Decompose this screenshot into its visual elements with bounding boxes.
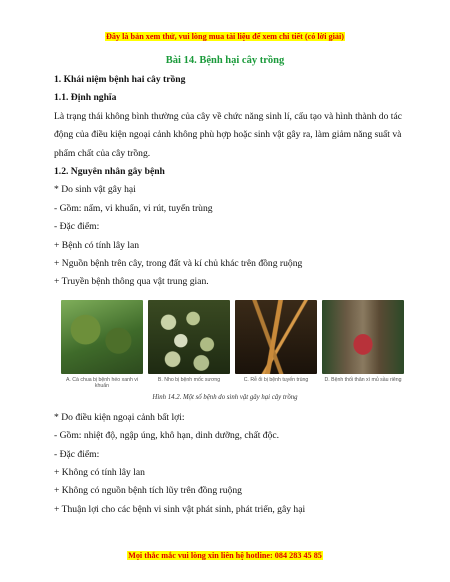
grape-downy-mildew-image [148,300,230,374]
env-line-1: * Do điều kiện ngoại cảnh bất lợi: [54,411,185,423]
definition-paragraph: Là trạng thái không bình thường của cây về chức năng sinh lí, cấu tạo và hình thành do tác động của điều kiện ngoại cảnh không phù hợp hoặc sinh vật gây ra, làm giảm năng suất và phẩm chất của cây trồng. [54,110,402,159]
figure-photo-d [322,300,404,390]
bio-line-2: - Gồm: nấm, vi khuẩn, vi rút, tuyến trùng [54,202,213,214]
guava-root-nematode-image [235,300,317,374]
document-body [54,70,404,519]
hotline-notice-text: Mọi thắc mắc vui lòng xin liên hệ hotline: 084 283 45 85 [128,551,322,560]
photo-a-caption: A. Cà chua bị bệnh héo xanh vi khuẩn [65,376,139,390]
env-line-6: + Thuận lợi cho các bệnh vi sinh vật phát sinh, phát triển, gây hại [54,503,306,515]
preview-notice-banner [0,26,450,44]
lesson-title: Bài 14. Bệnh hại cây trồng [165,55,285,66]
bio-line-6: + Truyền bệnh thông qua vật trung gian. [54,276,209,288]
durian-stem-rot-image [322,300,404,374]
section-1-heading: 1. Khái niệm bệnh hai cây trồng [54,74,186,85]
preview-notice-text: Đây là bản xem thử, vui lòng mua tài liệu để xem chi tiết (có lời giải) [105,32,344,41]
env-line-3: - Đặc điểm: [54,448,100,460]
env-line-4: + Không có tính lây lan [54,466,145,478]
bio-line-3: - Đặc điểm: [54,221,100,233]
env-line-2: - Gồm: nhiệt độ, ngập úng, khô hạn, dinh dưỡng, chất độc. [54,430,280,442]
bio-line-4: + Bệnh có tính lây lan [54,239,140,251]
figure-photo-b [148,300,230,390]
photo-d-caption: D. Bệnh thối thân xì mủ sầu riêng [324,376,402,383]
bio-line-1: * Do sinh vật gây hại [54,184,136,196]
hotline-notice-banner [0,545,450,563]
tomato-bacterial-wilt-image [61,300,143,374]
section-1-2-heading: 1.2. Nguyên nhân gây bệnh [54,166,165,178]
section-1-1-heading: 1.1. Định nghĩa [54,92,117,104]
env-line-5: + Không có nguồn bệnh tích lũy trên đồng ruộng [54,485,242,497]
photo-b-caption: B. Nho bị bệnh mốc sương [157,376,221,383]
bio-line-5: + Nguồn bệnh trên cây, trong đất và kí chủ khác trên đồng ruộng [54,258,303,270]
disease-figure [61,300,404,390]
figure-photo-c [235,300,317,390]
figure-photo-a [61,300,143,390]
figure-caption: Hình 14.2. Một số bệnh do sinh vật gây hại cây trồng [152,393,298,401]
photo-c-caption: C. Rễ ổi bị bệnh tuyến trùng [243,376,309,383]
